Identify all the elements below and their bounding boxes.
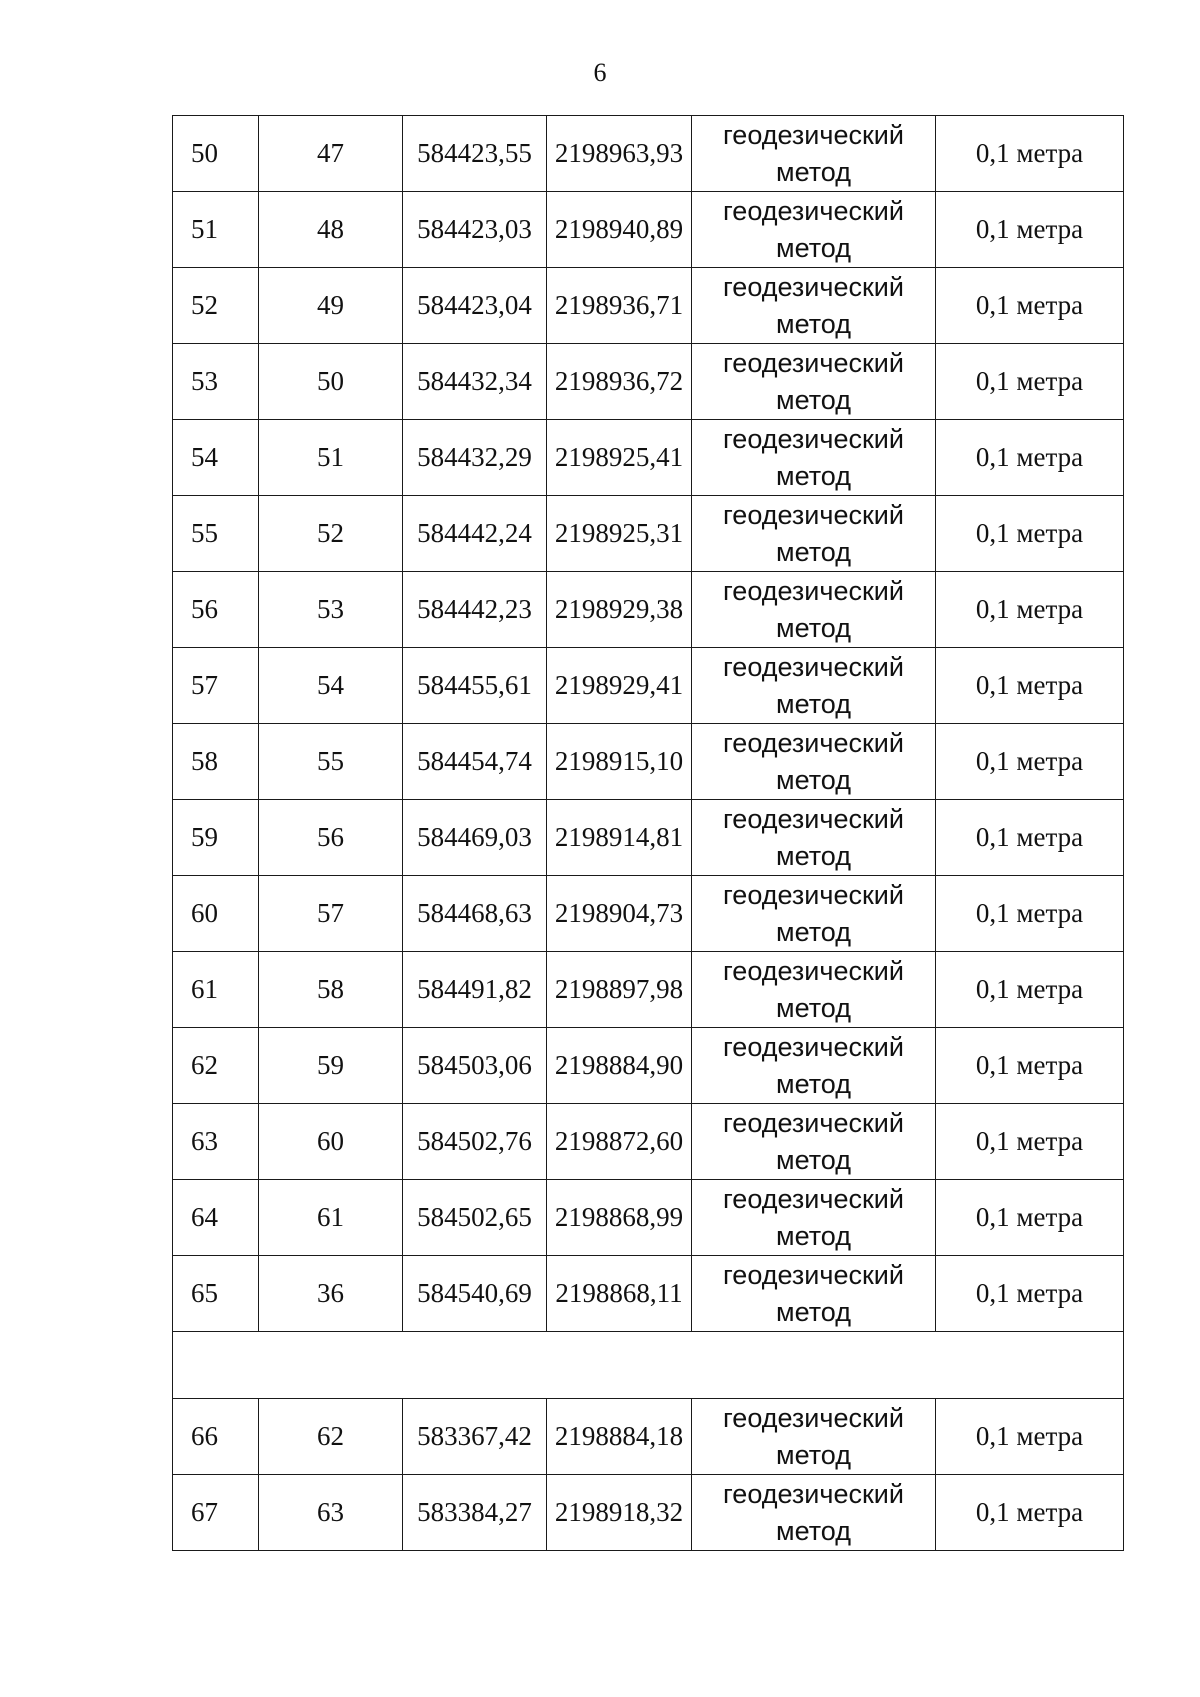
- method-text: геодезический: [723, 423, 904, 454]
- accuracy-cell: 0,1 метра: [936, 268, 1124, 344]
- method-cell: [692, 496, 936, 572]
- coordinate-y-cell: 2198872,60: [547, 1104, 692, 1180]
- row-number-cell: 57: [173, 648, 259, 724]
- coordinate-x-cell: 584469,03: [403, 800, 547, 876]
- accuracy-cell: 0,1 метра: [936, 1104, 1124, 1180]
- table-row: [173, 648, 1124, 724]
- table-row: [173, 876, 1124, 952]
- row-number-cell: 50: [173, 116, 259, 192]
- method-text: геодезический: [723, 499, 904, 530]
- separator-cell: [173, 1332, 1124, 1399]
- table-row: [173, 496, 1124, 572]
- row-number-cell: 63: [173, 1104, 259, 1180]
- table-row: [173, 1180, 1124, 1256]
- table-row: [173, 724, 1124, 800]
- method-cell: [692, 572, 936, 648]
- method-text: геодезический: [723, 119, 904, 150]
- method-text: метод: [776, 688, 851, 719]
- table-row: [173, 1028, 1124, 1104]
- accuracy-cell: 0,1 метра: [936, 648, 1124, 724]
- coordinate-x-cell: 584540,69: [403, 1256, 547, 1332]
- method-text: геодезический: [723, 1402, 904, 1433]
- point-number-cell: 58: [259, 952, 403, 1028]
- method-cell: [692, 192, 936, 268]
- method-text: геодезический: [723, 955, 904, 986]
- point-number-cell: 60: [259, 1104, 403, 1180]
- accuracy-cell: 0,1 метра: [936, 420, 1124, 496]
- coordinate-y-cell: 2198884,90: [547, 1028, 692, 1104]
- row-number-cell: 56: [173, 572, 259, 648]
- coordinates-table-body: [173, 116, 1124, 1551]
- table-row: [173, 344, 1124, 420]
- table-row: [173, 572, 1124, 648]
- coordinate-y-cell: 2198904,73: [547, 876, 692, 952]
- method-text: метод: [776, 1296, 851, 1327]
- method-text: метод: [776, 1144, 851, 1175]
- table-row: [173, 1475, 1124, 1551]
- coordinate-x-cell: 584468,63: [403, 876, 547, 952]
- accuracy-cell: 0,1 метра: [936, 496, 1124, 572]
- point-number-cell: 63: [259, 1475, 403, 1551]
- table-row: [173, 116, 1124, 192]
- row-number-cell: 58: [173, 724, 259, 800]
- point-number-cell: 48: [259, 192, 403, 268]
- accuracy-cell: 0,1 метра: [936, 876, 1124, 952]
- accuracy-cell: 0,1 метра: [936, 1256, 1124, 1332]
- method-cell: [692, 116, 936, 192]
- row-number-cell: 65: [173, 1256, 259, 1332]
- accuracy-cell: 0,1 метра: [936, 1180, 1124, 1256]
- method-text: геодезический: [723, 1107, 904, 1138]
- method-text: геодезический: [723, 1259, 904, 1290]
- coordinate-y-cell: 2198963,93: [547, 116, 692, 192]
- row-number-cell: 66: [173, 1399, 259, 1475]
- method-cell: [692, 344, 936, 420]
- row-number-cell: 53: [173, 344, 259, 420]
- method-text: метод: [776, 1515, 851, 1546]
- table-row: [173, 1256, 1124, 1332]
- coordinate-x-cell: 584442,23: [403, 572, 547, 648]
- coordinate-x-cell: 584491,82: [403, 952, 547, 1028]
- point-number-cell: 59: [259, 1028, 403, 1104]
- method-text: метод: [776, 384, 851, 415]
- coordinate-x-cell: 584503,06: [403, 1028, 547, 1104]
- accuracy-cell: 0,1 метра: [936, 800, 1124, 876]
- method-text: метод: [776, 916, 851, 947]
- row-number-cell: 52: [173, 268, 259, 344]
- row-number-cell: 51: [173, 192, 259, 268]
- method-cell: [692, 876, 936, 952]
- coordinate-y-cell: 2198929,41: [547, 648, 692, 724]
- point-number-cell: 56: [259, 800, 403, 876]
- table-row: [173, 952, 1124, 1028]
- table-row: [173, 420, 1124, 496]
- method-text: метод: [776, 764, 851, 795]
- coordinate-x-cell: 584455,61: [403, 648, 547, 724]
- method-text: геодезический: [723, 879, 904, 910]
- row-number-cell: 67: [173, 1475, 259, 1551]
- method-cell: [692, 1475, 936, 1551]
- method-text: геодезический: [723, 1183, 904, 1214]
- method-text: метод: [776, 992, 851, 1023]
- page-number: 6: [593, 58, 607, 87]
- point-number-cell: 52: [259, 496, 403, 572]
- coordinate-y-cell: 2198914,81: [547, 800, 692, 876]
- point-number-cell: 61: [259, 1180, 403, 1256]
- coordinate-y-cell: 2198884,18: [547, 1399, 692, 1475]
- coordinates-table: [172, 115, 1124, 1551]
- coordinate-x-cell: 584423,55: [403, 116, 547, 192]
- method-text: геодезический: [723, 803, 904, 834]
- table-row: [173, 268, 1124, 344]
- accuracy-cell: 0,1 метра: [936, 192, 1124, 268]
- method-text: метод: [776, 308, 851, 339]
- coordinate-y-cell: 2198918,32: [547, 1475, 692, 1551]
- method-text: геодезический: [723, 1478, 904, 1509]
- coordinate-y-cell: 2198936,71: [547, 268, 692, 344]
- method-cell: [692, 1256, 936, 1332]
- coordinate-y-cell: 2198940,89: [547, 192, 692, 268]
- method-cell: [692, 1104, 936, 1180]
- method-text: метод: [776, 1220, 851, 1251]
- method-cell: [692, 724, 936, 800]
- accuracy-cell: 0,1 метра: [936, 1028, 1124, 1104]
- method-cell: [692, 1028, 936, 1104]
- method-text: метод: [776, 1068, 851, 1099]
- coordinate-x-cell: 584432,29: [403, 420, 547, 496]
- method-text: метод: [776, 156, 851, 187]
- method-text: метод: [776, 840, 851, 871]
- row-number-cell: 54: [173, 420, 259, 496]
- method-text: геодезический: [723, 727, 904, 758]
- method-cell: [692, 952, 936, 1028]
- coordinate-y-cell: 2198929,38: [547, 572, 692, 648]
- coordinate-x-cell: 583367,42: [403, 1399, 547, 1475]
- coordinate-y-cell: 2198936,72: [547, 344, 692, 420]
- method-cell: [692, 648, 936, 724]
- method-text: метод: [776, 460, 851, 491]
- method-text: геодезический: [723, 651, 904, 682]
- row-number-cell: 62: [173, 1028, 259, 1104]
- row-number-cell: 64: [173, 1180, 259, 1256]
- coordinate-x-cell: 584502,65: [403, 1180, 547, 1256]
- accuracy-cell: 0,1 метра: [936, 1475, 1124, 1551]
- point-number-cell: 54: [259, 648, 403, 724]
- accuracy-cell: 0,1 метра: [936, 572, 1124, 648]
- coordinate-y-cell: 2198897,98: [547, 952, 692, 1028]
- accuracy-cell: 0,1 метра: [936, 1399, 1124, 1475]
- table-row: [173, 800, 1124, 876]
- coordinate-x-cell: 584442,24: [403, 496, 547, 572]
- coordinate-x-cell: 584502,76: [403, 1104, 547, 1180]
- method-text: геодезический: [723, 347, 904, 378]
- method-cell: [692, 800, 936, 876]
- row-number-cell: 61: [173, 952, 259, 1028]
- coordinate-y-cell: 2198868,11: [547, 1256, 692, 1332]
- row-number-cell: 55: [173, 496, 259, 572]
- accuracy-cell: 0,1 метра: [936, 724, 1124, 800]
- method-text: геодезический: [723, 195, 904, 226]
- table-separator-row: [173, 1332, 1124, 1399]
- method-cell: [692, 1180, 936, 1256]
- method-text: метод: [776, 1439, 851, 1470]
- coordinate-y-cell: 2198925,31: [547, 496, 692, 572]
- point-number-cell: 55: [259, 724, 403, 800]
- coordinate-y-cell: 2198925,41: [547, 420, 692, 496]
- accuracy-cell: 0,1 метра: [936, 116, 1124, 192]
- point-number-cell: 47: [259, 116, 403, 192]
- point-number-cell: 62: [259, 1399, 403, 1475]
- table-row: [173, 1399, 1124, 1475]
- coordinate-x-cell: 584423,03: [403, 192, 547, 268]
- method-text: геодезический: [723, 575, 904, 606]
- method-cell: [692, 268, 936, 344]
- method-cell: [692, 1399, 936, 1475]
- method-text: геодезический: [723, 1031, 904, 1062]
- row-number-cell: 59: [173, 800, 259, 876]
- method-text: метод: [776, 612, 851, 643]
- coordinate-y-cell: 2198868,99: [547, 1180, 692, 1256]
- method-text: метод: [776, 232, 851, 263]
- point-number-cell: 57: [259, 876, 403, 952]
- table-row: [173, 192, 1124, 268]
- coordinate-x-cell: 584432,34: [403, 344, 547, 420]
- point-number-cell: 50: [259, 344, 403, 420]
- method-cell: [692, 420, 936, 496]
- row-number-cell: 60: [173, 876, 259, 952]
- point-number-cell: 36: [259, 1256, 403, 1332]
- coordinate-x-cell: 584423,04: [403, 268, 547, 344]
- accuracy-cell: 0,1 метра: [936, 952, 1124, 1028]
- method-text: метод: [776, 536, 851, 567]
- coordinate-y-cell: 2198915,10: [547, 724, 692, 800]
- point-number-cell: 51: [259, 420, 403, 496]
- point-number-cell: 49: [259, 268, 403, 344]
- table-row: [173, 1104, 1124, 1180]
- coordinate-x-cell: 584454,74: [403, 724, 547, 800]
- method-text: геодезический: [723, 271, 904, 302]
- accuracy-cell: 0,1 метра: [936, 344, 1124, 420]
- coordinate-x-cell: 583384,27: [403, 1475, 547, 1551]
- point-number-cell: 53: [259, 572, 403, 648]
